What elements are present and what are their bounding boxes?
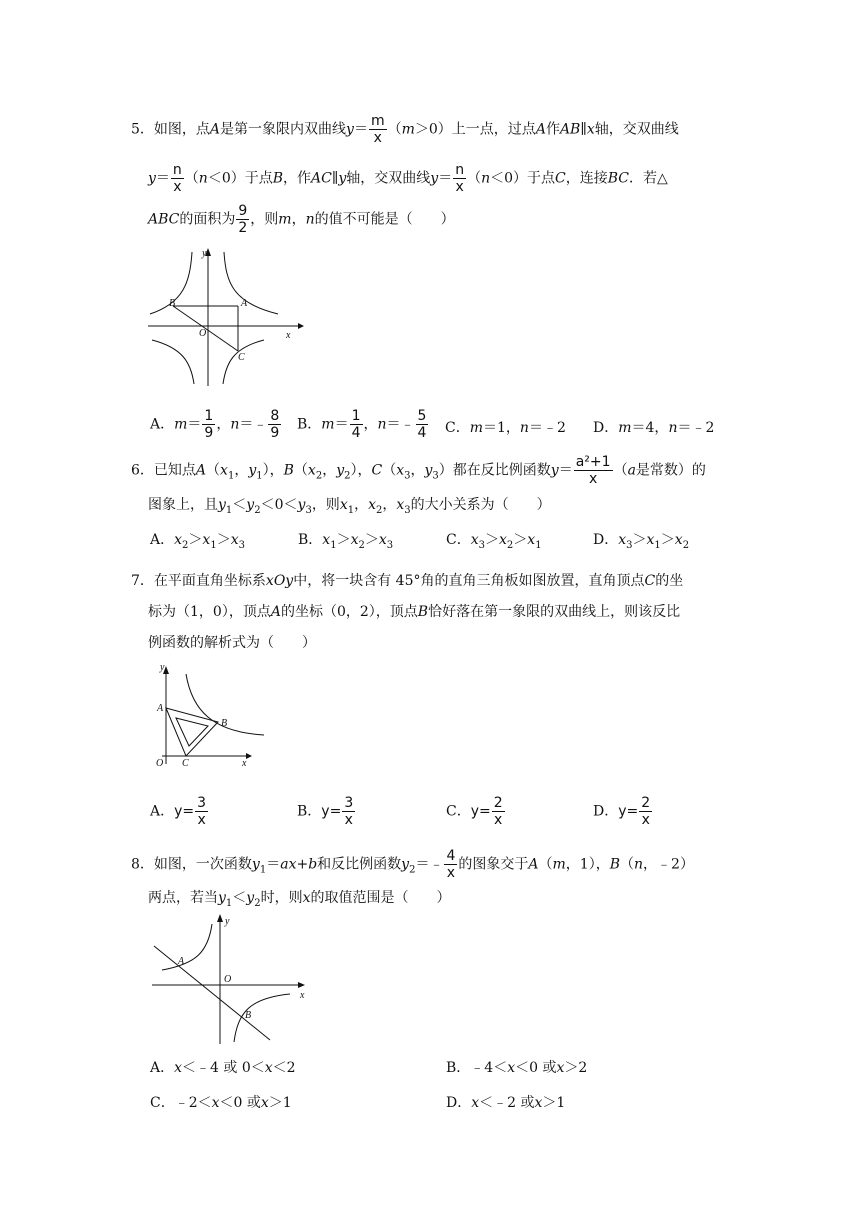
q8-line2: 两点，若当$y_1<y_2$时，则x的取值范围是（ ） bbox=[148, 890, 451, 909]
fig-label: A bbox=[241, 298, 248, 309]
q5-line2: y＝ $\frac{n}{x}$ （n＜0）于点B，作AC∥y轴，交双曲线y＝ $\frac{n}{x}$ （n＜0）于点C，连接BC．若△ bbox=[148, 162, 668, 195]
q7-line2: 标为（1，0），顶点A的坐标（0，2），顶点B恰好落在第一象限的双曲线上，则该反比 bbox=[148, 604, 681, 620]
fig-label: O bbox=[199, 328, 207, 339]
q7-figure bbox=[152, 660, 272, 770]
triangle-inner bbox=[176, 718, 208, 746]
q7-line1: 7．在平面直角坐标系xOy中，将一块含有 45°角的直角三角板如图放置，直角顶点C的坐 bbox=[131, 573, 684, 589]
fig-label: y bbox=[225, 916, 230, 927]
fig-label: O bbox=[224, 974, 232, 985]
q6-line1: 6．已知点$A(x_1$，$y_1$），$B(x_2$，$y_2$），$C(x_3$，$y_3$）都在反比例函数y＝ $\frac{\text{a²+1}}{x}$ （a是常数）的 bbox=[131, 454, 706, 487]
fig-label: y bbox=[202, 248, 207, 259]
q7-line3: 例函数的解析式为（ ） bbox=[148, 635, 316, 651]
hyperbola-q2 bbox=[162, 924, 212, 970]
fig-label: x bbox=[242, 758, 247, 769]
fig-label: x bbox=[300, 990, 305, 1001]
fig-label: C bbox=[182, 758, 189, 769]
fig-label: C bbox=[238, 352, 245, 363]
fig-label: O bbox=[156, 758, 164, 769]
triangle-outer bbox=[166, 708, 218, 756]
q5-line3: ABC的面积为 $\frac{9}{2}$ ，则m，n的值不可能是（ ） bbox=[148, 203, 455, 236]
curve-q3 bbox=[152, 340, 194, 384]
q8-line1: 8．如图，一次函数$y_1=ax+b$和反比例函数$y_2=﹣$ $\frac{4}{x}$ 的图象交于A（m，1），B（n，﹣2） bbox=[131, 848, 694, 881]
fig-label: B bbox=[169, 298, 176, 309]
fig-label: y bbox=[160, 662, 165, 673]
fig-label: x bbox=[286, 330, 291, 341]
fig-label: A bbox=[157, 703, 164, 714]
fig-label: A bbox=[178, 956, 185, 967]
linear-function bbox=[154, 946, 270, 1040]
q5-figure bbox=[148, 248, 308, 388]
q5-line1: 5．如图，点A是第一象限内双曲线y＝ $\frac{m}{x}$ （m＞0）上一点，过点A作AB∥x轴，交双曲线 bbox=[131, 113, 679, 146]
curve-q1 bbox=[224, 252, 278, 314]
q8-figure bbox=[150, 912, 315, 1047]
fig-label: B bbox=[221, 718, 228, 729]
fig-label: B bbox=[245, 1010, 252, 1021]
q6-line2: 图象上，且$y_1<y_2<0<y_3$，则$x_1$，$x_2$，$x_3$的大小关系为（ ） bbox=[148, 497, 551, 516]
fraction-m-over-x: $\frac{m}{x}$ bbox=[370, 113, 385, 146]
